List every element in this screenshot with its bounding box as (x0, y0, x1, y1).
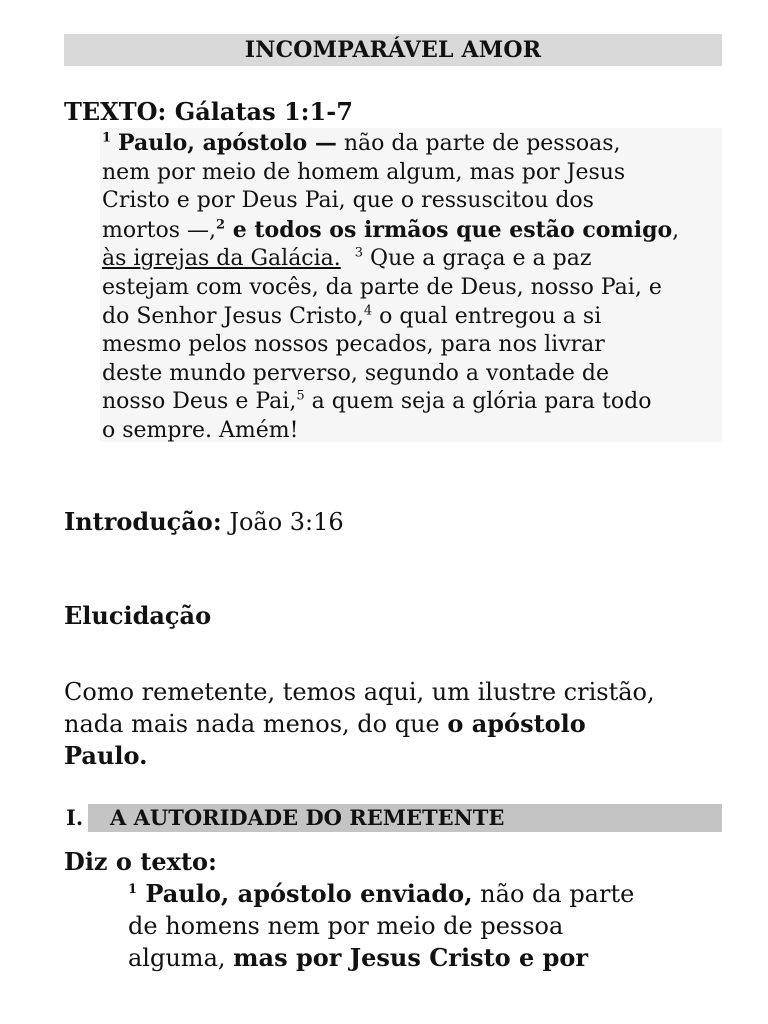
verse-line: Cristo e por Deus Pai, que o ressuscitou dos (102, 188, 594, 214)
verse-line (102, 303, 730, 332)
verse-line (102, 245, 730, 274)
verse-number: 3 (354, 246, 364, 262)
verse-text: a quem seja a glória para todo (304, 389, 652, 415)
scripture-passage (102, 129, 730, 446)
verse-text: Que a graça e a paz (363, 246, 592, 272)
verse-line (102, 129, 730, 159)
section-heading: A AUTORIDADE DO REMETENTE (88, 804, 722, 832)
verse-number: 1 (102, 130, 112, 146)
body-paragraph (64, 677, 655, 772)
verse-text: do Senhor Jesus Cristo, (102, 303, 364, 329)
verse-line: o sempre. Amém! (102, 417, 299, 443)
verse-line (102, 388, 730, 417)
verse-line: mesmo pelos nossos pecados, para nos livrar (102, 332, 605, 358)
paragraph-bold-text: Paulo. (64, 741, 148, 770)
document-title: INCOMPARÁVEL AMOR (64, 34, 722, 66)
elucidation-heading: Elucidação (64, 601, 212, 630)
verse-line (102, 216, 730, 246)
verse-text: não da parte (472, 880, 635, 908)
introduction-label: Introdução: (64, 507, 222, 536)
verse-text: mortos —, (102, 217, 216, 243)
paragraph-text: nada mais nada menos, do que (64, 710, 448, 738)
verse-line: estejam com vocês, da parte de Deus, nosso Pai, e (102, 274, 662, 300)
scripture-reference: TEXTO: Gálatas 1:1-7 (64, 97, 353, 126)
verse-text: nosso Deus e Pai, (102, 389, 297, 415)
verse-bold-text: mas por Jesus Cristo e por (233, 943, 589, 972)
verse-bold-text: e todos os irmãos que estão comigo (225, 216, 673, 243)
says-the-text-heading: Diz o texto: (64, 847, 217, 876)
introduction-reference: João 3:16 (221, 508, 344, 536)
verse-line (128, 942, 634, 974)
verse-line: deste mundo perverso, segundo a vontade de (102, 360, 610, 386)
paragraph-bold-text: o apóstolo (447, 709, 586, 738)
verse-bold-text: Paulo, apóstolo enviado, (137, 879, 473, 908)
verse-bold-text: Paulo, apóstolo — (118, 130, 337, 156)
verse-number: 4 (363, 303, 373, 319)
verse-text: não da parte de pessoas, (336, 131, 621, 156)
section-number: I. (66, 805, 84, 830)
verse-line: de homens nem por meio de pessoa (128, 912, 564, 940)
verse-text: , (672, 217, 680, 243)
verse-line (128, 878, 634, 910)
paragraph-line (64, 708, 655, 740)
verse-text: o qual entregou a si (372, 303, 602, 329)
verse-number: 5 (296, 389, 305, 405)
quoted-verse (128, 878, 634, 974)
verse-underlined-text: às igrejas da Galácia. (102, 246, 341, 272)
verse-number: 2 (216, 217, 226, 233)
introduction (64, 506, 344, 538)
verse-number: 1 (128, 882, 138, 897)
verse-line: nem por meio de homem algum, mas por Jesus (102, 159, 626, 185)
verse-text: alguma, (128, 944, 234, 972)
paragraph-line (64, 740, 655, 772)
paragraph-line: Como remetente, temos aqui, um ilustre cristão, (64, 678, 655, 706)
